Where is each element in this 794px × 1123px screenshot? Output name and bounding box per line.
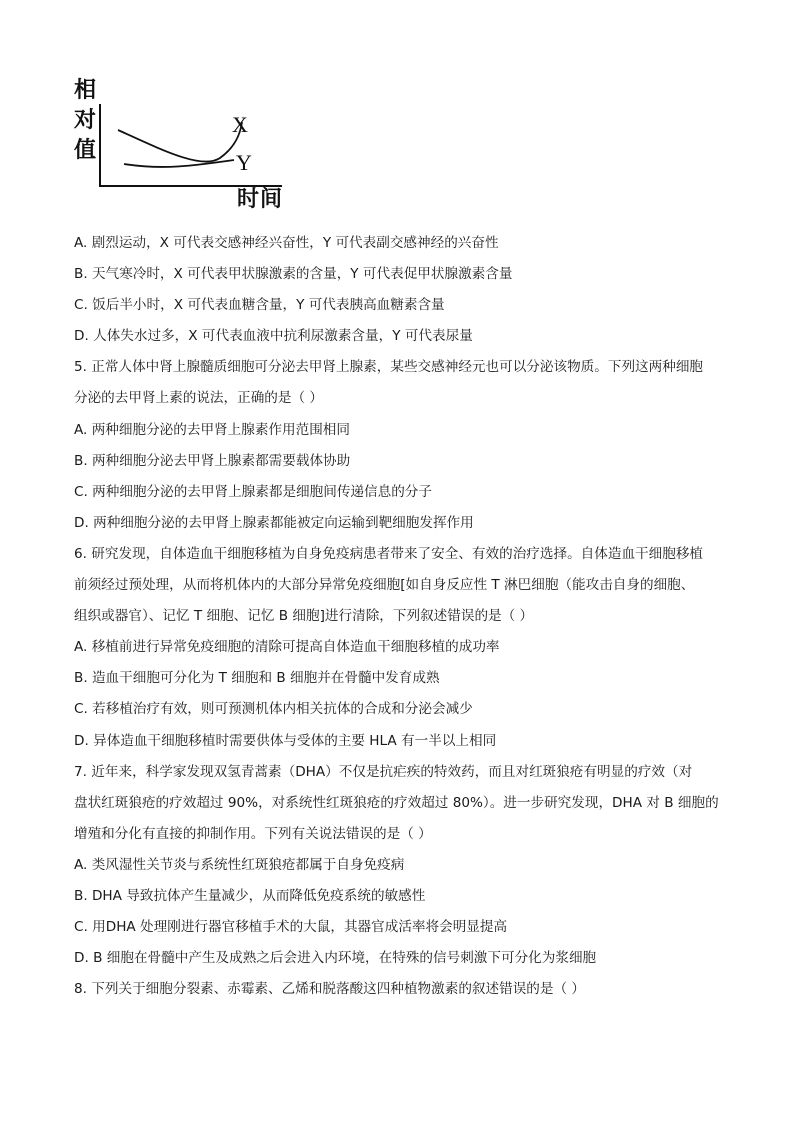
question-7-stem-cont-2: 增殖和分化有直接的抑制作用。下列有关说法错误的是（ ） — [74, 825, 432, 842]
option-d-q6: D. 异体造血干细胞移植时需要供体与受体的主要 HLA 有一半以上相同 — [74, 732, 497, 749]
y-axis-label-char-1: 相 — [74, 78, 97, 103]
curve-y-label: Y — [236, 150, 252, 175]
option-c-q4: C. 饭后半小时，X 可代表血糖含量，Y 可代表胰高血糖素含量 — [74, 297, 445, 314]
question-7-stem-cont-1: 盘状红斑狼疮的疗效超过 90%，对系统性红斑狼疮的疗效超过 80%）。进一步研究发现，DHA 对 B 细胞的 — [74, 794, 719, 811]
question-6-stem: 6. 研究发现，自体造血干细胞移植为自身免疫病患者带来了安全、有效的治疗选择。自体造血干细胞移植 — [74, 545, 704, 562]
curve-y — [124, 160, 234, 167]
option-b-q6: B. 造血干细胞可分化为 T 细胞和 B 细胞并在骨髓中发育成熟 — [74, 670, 440, 687]
curve-x — [118, 122, 242, 162]
y-axis-label-char-3: 值 — [74, 138, 97, 163]
option-d-q7: D. B 细胞在骨髓中产生及成熟之后会进入内环境，在特殊的信号刺激下可分化为浆细胞 — [74, 950, 597, 967]
option-d-q4: D. 人体失水过多，X 可代表血液中抗利尿激素含量，Y 可代表尿量 — [74, 328, 473, 345]
option-a-q4: A. 剧烈运动，X 可代表交感神经兴奋性，Y 可代表副交感神经的兴奋性 — [74, 235, 499, 251]
option-b-q5: B. 两种细胞分泌去甲肾上腺素都需要载体协助 — [74, 452, 351, 469]
question-5-stem-cont: 分泌的去甲肾上素的说法，正确的是（ ） — [74, 390, 324, 407]
option-a-q7: A. 类风湿性关节炎与系统性红斑狼疮都属于自身免疫病 — [74, 856, 405, 873]
x-axis-label: 时间 — [237, 187, 284, 212]
option-b-q7: B. DHA 导致抗体产生量减少，从而降低免疫系统的敏感性 — [74, 887, 426, 904]
option-a-q5: A. 两种细胞分泌的去甲肾上腺素作用范围相同 — [74, 421, 350, 438]
question-6-stem-cont-2: 组织或器官）、记忆 T 细胞、记忆 B 细胞]进行清除，下列叙述错误的是（ ） — [74, 608, 534, 625]
option-c-q6: C. 若移植治疗有效，则可预测机体内相关抗体的合成和分泌会减少 — [74, 701, 473, 718]
question-text — [74, 232, 734, 1009]
question-6-stem-cont-1: 前须经过预处理，从而将机体内的大部分异常免疫细胞[如自身反应性 T 淋巴细胞（能攻击自身的细胞、 — [74, 577, 695, 594]
question-7-stem: 7. 近年来，科学家发现双氢青蒿素（DHA）不仅是抗疟疾的特效药，而且对红斑狼疮有明显的疗效（对 — [74, 763, 693, 780]
option-c-q7: C. 用DHA 处理刚进行器官移植手术的大鼠，其器官成活率将会明显提高 — [74, 919, 508, 936]
question-8-stem: 8. 下列关于细胞分裂素、赤霉素、乙烯和脱落酸这四种植物激素的叙述错误的是（ ） — [74, 981, 585, 998]
option-b-q4: B. 天气寒冷时，X 可代表甲状腺激素的含量，Y 可代表促甲状腺激素含量 — [74, 266, 513, 283]
relative-value-graph — [72, 76, 302, 216]
option-d-q5: D. 两种细胞分泌的去甲肾上腺素都能被定向运输到靶细胞发挥作用 — [74, 514, 474, 531]
option-a-q6: A. 移植前进行异常免疫细胞的清除可提高自体造血干细胞移植的成功率 — [74, 639, 500, 656]
question-5-stem: 5. 正常人体中肾上腺髓质细胞可分泌去甲肾上腺素，某些交感神经元也可以分泌该物质。下列这两种细胞 — [74, 359, 704, 376]
curve-x-label: X — [232, 112, 248, 137]
option-c-q5: C. 两种细胞分泌的去甲肾上腺素都是细胞间传递信息的分子 — [74, 483, 432, 500]
y-axis-label-char-2: 对 — [74, 108, 97, 133]
